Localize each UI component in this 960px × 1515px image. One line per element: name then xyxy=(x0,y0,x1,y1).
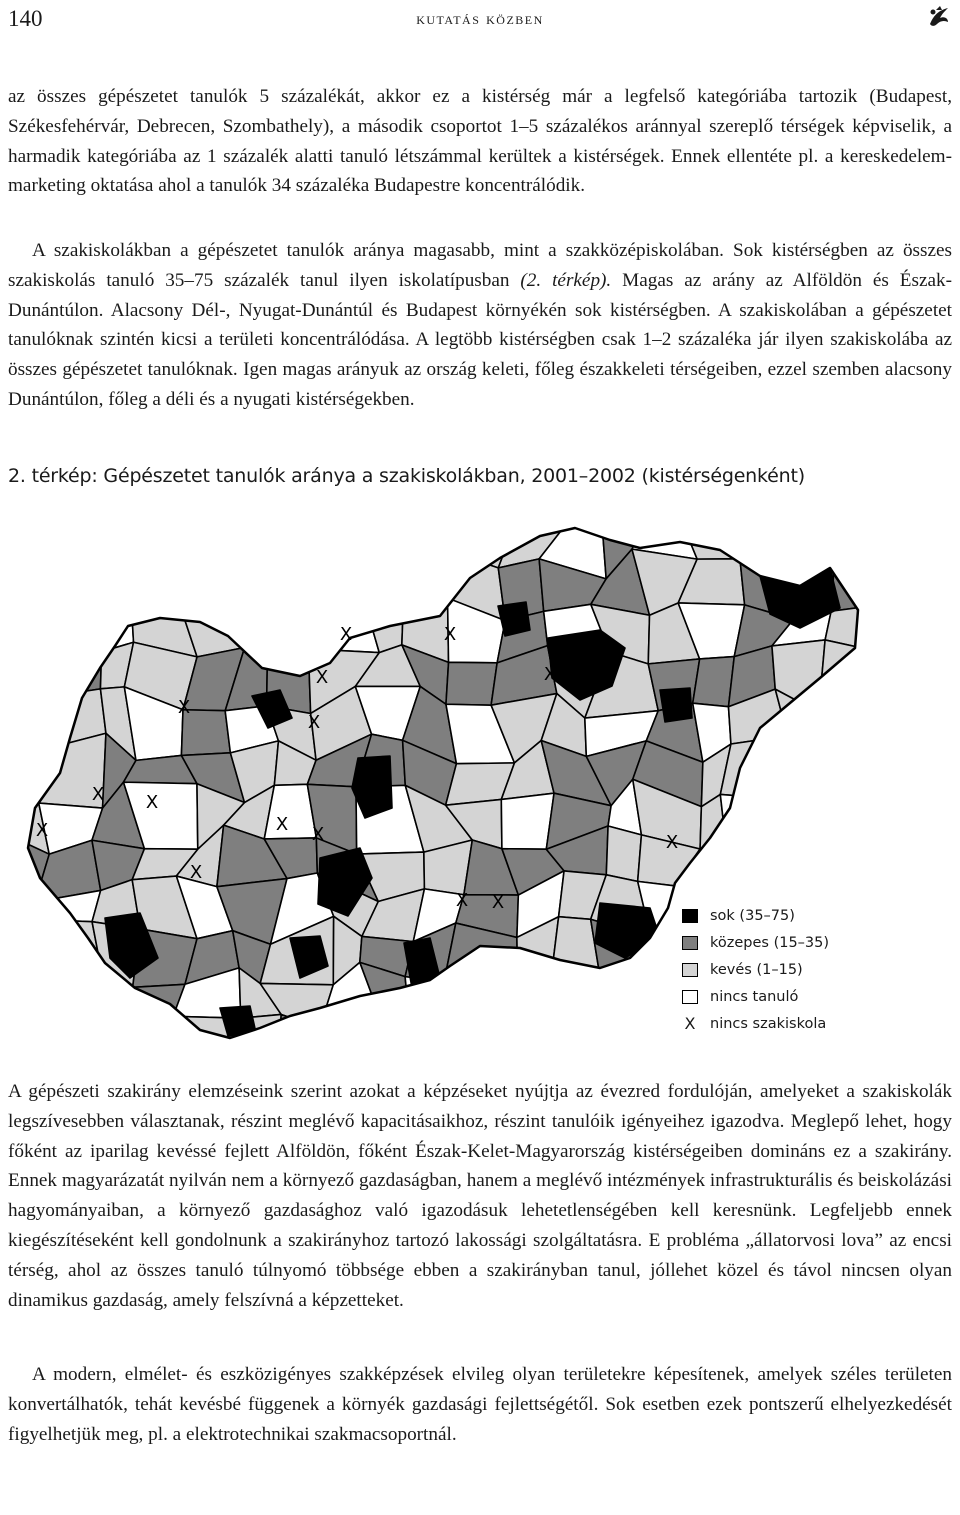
subregion xyxy=(181,551,236,626)
no-school-marker-icon: X xyxy=(684,1014,696,1033)
paragraph-text: A szakiskolákban a gépészetet tanulók aránya magasabb, mint a szakközépiskolában. Sok kistérségben az összes szakiskolás tanuló 35–75 százalék tanul ilyen iskolatípusban xyxy=(8,240,952,291)
subregion xyxy=(796,851,841,878)
subregion xyxy=(77,575,153,607)
subregion xyxy=(309,518,373,565)
no-school-marker-icon: X xyxy=(145,792,159,813)
subregion xyxy=(278,1014,320,1063)
subregion xyxy=(606,826,641,881)
legend-swatch xyxy=(682,909,698,923)
subregion xyxy=(740,520,771,559)
subregion xyxy=(444,981,518,1024)
subregion xyxy=(101,986,133,1022)
map-caption: 2. térkép: Gépészetet tanulók aránya a szakiskolákban, 2001–2002 (kistérségenként) xyxy=(8,465,805,487)
no-school-marker-icon: X xyxy=(307,712,321,733)
subregion xyxy=(60,1011,101,1063)
legend-item xyxy=(682,983,902,1010)
legend-label: nincs tanuló xyxy=(710,988,799,1005)
legend-swatch xyxy=(682,963,698,977)
no-school-marker-icon: X xyxy=(543,664,557,685)
subregion xyxy=(830,789,873,851)
paragraph-intro: az összes gépészetet tanulók 5 százalékát, akkor ez a kistérség már a legfelső kategóriába tartozik (Budapest, Székesfehérvár, Debrecen, Szombathely), a második csoportot 1–5 százalékos aránnyal szereplő térségek képviselik, a harmadik kategóriába az 1 százalék alatti tanuló létszámmal kerültek a kistérségek. Ennek ellentéte pl. a kereskedelem-marketing oktatása ahol a tanulók 34 százaléka Budapestre koncentrálódik. xyxy=(8,86,952,197)
subregion xyxy=(455,1015,504,1063)
subregion xyxy=(862,690,909,752)
subregion xyxy=(550,972,599,1039)
legend-item xyxy=(682,902,902,929)
subregion xyxy=(871,548,928,605)
subregion xyxy=(768,518,834,562)
subregion xyxy=(0,564,44,613)
legend-label: nincs szakiskola xyxy=(710,1015,827,1032)
subregion xyxy=(0,981,60,1031)
subregion xyxy=(93,1011,133,1063)
subregion xyxy=(862,789,934,847)
subregion xyxy=(589,1018,641,1060)
subregion xyxy=(150,520,189,575)
subregion xyxy=(0,902,35,944)
no-school-marker-icon: X xyxy=(177,697,191,718)
subregion xyxy=(819,640,879,712)
subregion xyxy=(126,984,185,1022)
subregion xyxy=(0,605,42,652)
no-school-marker-icon: X xyxy=(455,890,469,911)
subregion xyxy=(0,919,59,989)
subregion xyxy=(720,736,797,801)
subregion xyxy=(366,557,404,607)
subregion xyxy=(504,981,563,1039)
subregion xyxy=(260,518,326,580)
subregion xyxy=(37,605,101,652)
no-school-marker-icon: X xyxy=(443,624,457,645)
subregion xyxy=(829,518,887,562)
subregion xyxy=(796,793,841,851)
subregion-high xyxy=(660,688,692,722)
subregion xyxy=(227,557,265,626)
subregion xyxy=(0,1016,61,1063)
subregion xyxy=(399,1024,471,1063)
subregion xyxy=(563,1025,592,1063)
subregion xyxy=(837,847,872,877)
subregion xyxy=(693,657,735,707)
subregion xyxy=(59,981,104,1016)
subregion xyxy=(402,518,474,560)
subregion xyxy=(364,518,411,564)
subregion xyxy=(693,1040,741,1063)
paragraph-text: Magas az arány az Alföldön és Észak-Dunántúlon. Alacsony Dél-, Nyugat-Dunántúl és Budapest környékén sok kistérségben. A szakiskolában a gépészetet tanulóknak szintén kicsi a területi koncentrálódása. A legtöbb kistérségben csak 1–2 százaléka jár ilyen szakiskolába az összes gépészetet tanulóknak. Igen magas arányuk az ország keleti, főleg északkeleti térségeiben, ezzel szemben alacsony Dunántúlon, főleg a déli és a nyugati kistérségekben. xyxy=(8,269,952,410)
subregion xyxy=(96,520,152,577)
legend-label: sok (35–75) xyxy=(710,907,795,924)
no-school-marker-icon: X xyxy=(339,624,353,645)
no-school-marker-icon: X xyxy=(275,814,289,835)
subregion xyxy=(132,551,189,608)
no-school-marker-icon: X xyxy=(315,667,329,688)
subregion xyxy=(314,1023,383,1063)
subregion xyxy=(446,662,497,705)
no-school-marker-icon: X xyxy=(35,820,49,841)
legend-swatch xyxy=(682,936,698,950)
subregion xyxy=(788,736,836,801)
subregion xyxy=(171,523,244,557)
fleuron-icon xyxy=(926,4,952,30)
subregion xyxy=(720,835,796,890)
map-legend xyxy=(682,902,902,1037)
legend-item xyxy=(682,956,902,983)
legend-swatch xyxy=(682,990,698,1004)
map-reference: (2. térkép). xyxy=(520,269,612,291)
paragraph-geszeti-szakirany: A gépészeti szakirány elemzéseink szerint azokat a képzéseket nyújtja az évezred fordulóján, amelyeket a szakiskolák legszívesebben választanak, részint meglévő kapacitásaikhoz, részint tanulóik igényeihez igazodva. Meglepő lehet, hogy főként az iparilag kevéssé fejlett Alföldön, főként Észak-Kelet-Magyarország kistérségeiben domináns ez a szakirány. Ennek magyarázatát nyilván nem a környező gazdaságban, hanem a meglévő intézmények infrastrukturális és beiskolázási hagyományaiban, a környező gazdasághoz való igazodásuk lehetetlenségében kell keresnünk. Legfeljebb ennek kiegészítéseként kell gondolnunk a szakirányhoz tartozó lakossági szolgáltatásra. E probléma „állatorvosi lova” az encsi térség, ahol az összes tanuló túlnyomó többsége ebben a szakirányban tanul, jóllehet közel és távol nincsen olyan dinamikus gazdaság, amely felszívná a képzetteket. xyxy=(8,1081,952,1311)
subregion xyxy=(499,1015,568,1063)
no-school-marker-icon: X xyxy=(311,824,325,845)
subregion xyxy=(375,1023,411,1063)
subregion xyxy=(236,527,265,580)
page-number: 140 xyxy=(8,6,43,31)
subregion xyxy=(37,564,96,605)
no-school-marker-icon: X xyxy=(665,832,679,853)
subregion xyxy=(873,518,932,558)
page-header xyxy=(0,0,960,40)
subregion xyxy=(830,744,863,792)
running-title: kutatás közben xyxy=(416,9,544,28)
subregion xyxy=(866,646,916,700)
paragraph-modern-kepzesek: A modern, elmélet- és eszközigényes szakképzések elvileg olyan területekre képesítenek, amelyek széles területen konvertálhatók, tehát kevésbé függenek a környék gazdasági fejlettségétől. Sok esetben ezek pontszerű elhelyezkedését figyelhetjük meg, pl. a elektrotechnikai szakmacsoportnál. xyxy=(8,1364,952,1445)
subregion xyxy=(592,967,658,1025)
no-school-marker-icon: X xyxy=(91,784,105,805)
subregion xyxy=(861,845,934,890)
subregion xyxy=(501,793,554,849)
legend-label: kevés (1–15) xyxy=(710,961,803,978)
no-school-marker-icon: X xyxy=(491,892,505,913)
subregion xyxy=(261,607,327,649)
legend-item xyxy=(682,1010,902,1037)
subregion xyxy=(862,734,928,802)
legend-item xyxy=(682,929,902,956)
subregion xyxy=(0,518,53,577)
subregion xyxy=(42,652,102,696)
subregion xyxy=(819,701,866,752)
legend-label: közepes (15–35) xyxy=(710,934,830,951)
subregion xyxy=(126,1016,182,1063)
subregion xyxy=(261,565,327,617)
subregion xyxy=(871,601,916,652)
subregion xyxy=(44,518,107,577)
subregion xyxy=(326,564,373,617)
subregion xyxy=(775,689,835,744)
paragraph-szakiskolak xyxy=(8,236,952,415)
subregion xyxy=(0,645,60,714)
subregion xyxy=(0,695,61,751)
no-school-marker-icon: X xyxy=(189,862,203,883)
